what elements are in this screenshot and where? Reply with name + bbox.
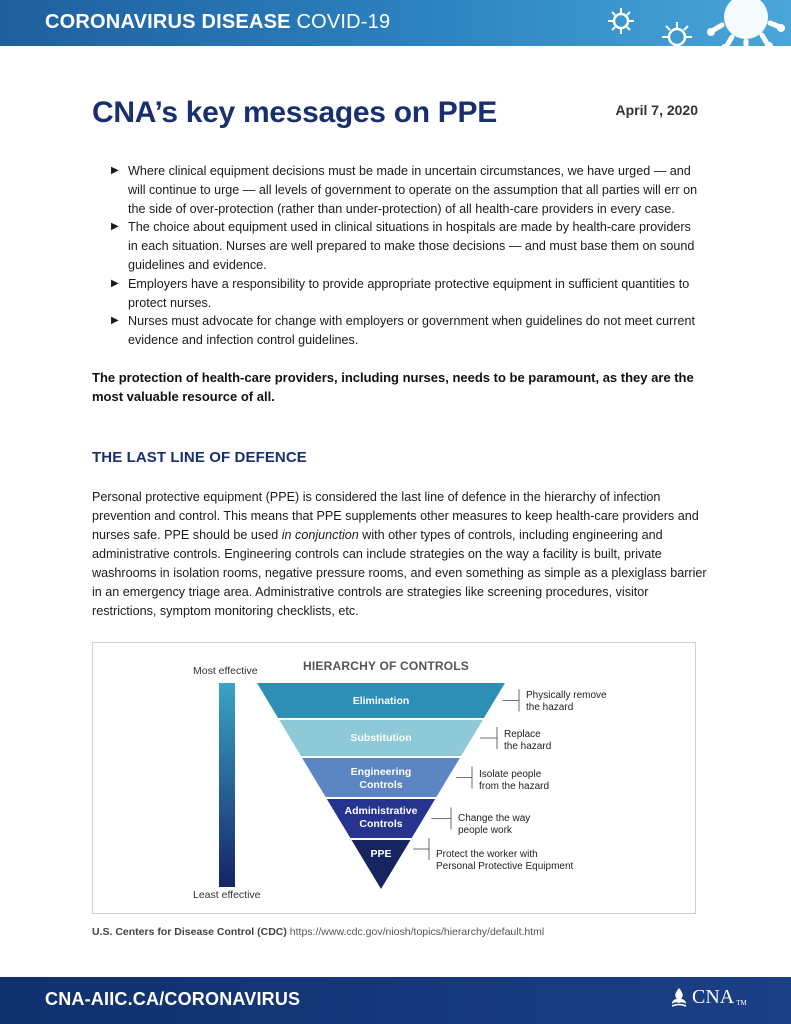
section-heading: THE LAST LINE OF DEFENCE [92,449,307,466]
virus-icon [704,0,788,46]
level-label: Administrative Controls [344,805,418,830]
callout-text: Replace the hazard [504,729,552,752]
level-label: Engineering Controls [350,766,412,791]
emphasis-statement: The protection of health-care providers, including nurses, needs to be paramount, as they are the most valuable resource of all. [92,370,694,404]
callout-leader-line [480,727,497,749]
callout-text: Isolate people from the hazard [479,769,550,792]
document-date: April 7, 2020 [615,102,698,118]
virus-icon [606,6,636,36]
page-title: CNA’s key messages on PPE [92,96,497,129]
source-url: https://www.cdc.gov/niosh/topics/hierarchy/default.html [289,926,545,938]
list-item: ▶ Nurses must advocate for change with employers or government when guidelines do not meet current evidence and infection control guidelines. [111,314,696,348]
bullet-arrow-icon: ▶ [111,277,119,289]
header-title: CORONAVIRUS DISEASE COVID-19 [45,11,391,33]
callout-text: Physically remove the hazard [526,690,607,713]
cna-logo: CNA TM [670,986,747,1009]
level-label: Substitution [350,732,412,744]
effectiveness-scale-bar [219,683,235,887]
list-item: ▶ Employers have a responsibility to provide appropriate protective equipment in sufficient quantities to protect nurses. [111,276,690,310]
scale-bottom-label: Least effective [193,889,261,901]
list-item: ▶ The choice about equipment used in clinical situations in hospitals are made by health-care providers in each situation. Nurses are well prepared to make those decisions — and must base them on sound guidelines and evidence. [111,220,695,272]
list-item: ▶ Where clinical equipment decisions must be made in uncertain circumstances, we have urged — and will continue to urge — all levels of government to operate on the assumption that all parties will err on the side of over-protection (rather than under-protection) of all health-care providers in every case. [111,164,698,216]
bullet-arrow-icon: ▶ [111,165,119,176]
level-label: Elimination [352,695,410,707]
footer-url: CNA-AIIC.CA/CORONAVIRUS [45,989,301,1009]
callout-text: Change the way people work [458,813,531,836]
bullet-arrow-icon: ▶ [111,315,119,327]
key-messages-list [111,162,701,350]
virus-icon [660,20,694,46]
figure-title: HIERARCHY OF CONTROLS [303,659,469,673]
bullet-arrow-icon: ▶ [111,221,119,233]
hierarchy-of-controls-figure [92,642,696,914]
callout-text: Protect the worker with Personal Protective Equipment [436,849,574,872]
footer-bar [0,977,791,1024]
callout-leader-line [502,690,519,712]
scale-top-label: Most effective [193,665,258,677]
cna-flame-icon [670,987,688,1009]
level-label: PPE [370,848,392,860]
header-bar [0,0,791,46]
callout-leader-line [456,767,472,789]
body-paragraph: Personal protective equipment (PPE) is considered the last line of defence in the hierarchy of infection prevention and control. This means that PPE supplements other measures to keep health-care providers and nurses safe. PPE should be used in conjunction with other types of controls, including engineering and administrative controls. Engineering controls can include strategies on the way a facility is built, private washrooms in isolation rooms, negative pressure rooms, and even something as simple as a plexiglass barrier in an emergency triage area. Administrative controls are strategies like screening procedures, visitor restrictions, symptom monitoring checklists, etc. [92,490,707,618]
figure-source: U.S. Centers for Disease Control (CDC) https://www.cdc.gov/niosh/topics/hierarchy/default.html [92,926,545,938]
